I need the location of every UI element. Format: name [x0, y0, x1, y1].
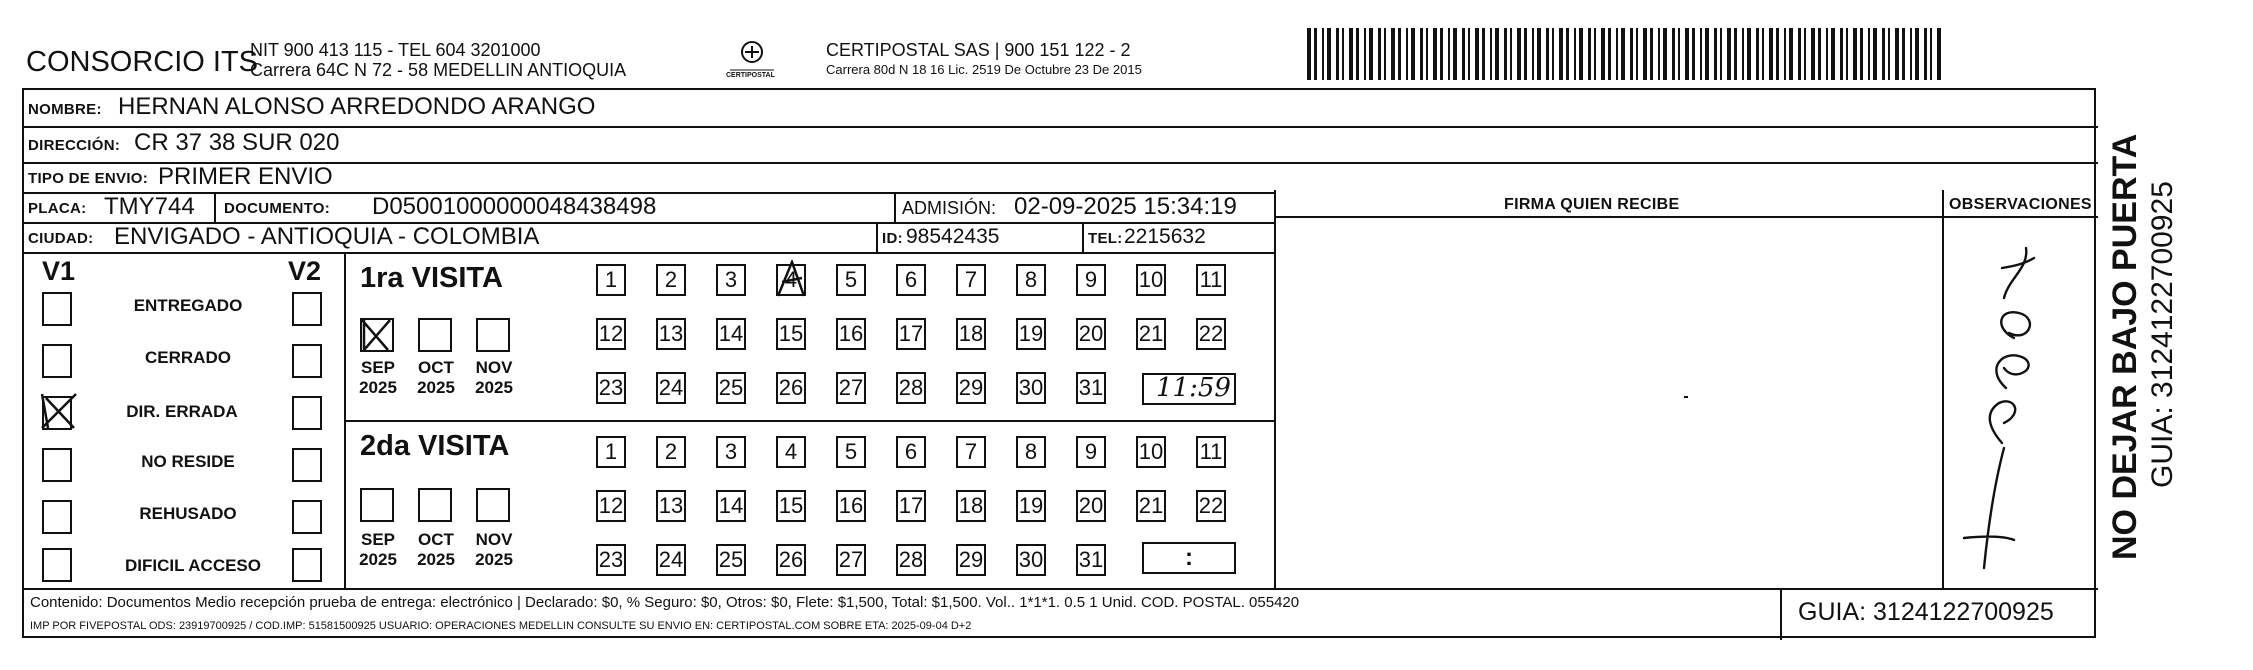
barcode-bar — [1453, 28, 1457, 80]
visit2-day-11[interactable]: 11 — [1196, 436, 1226, 468]
company-nit: NIT 900 413 115 - TEL 604 3201000 — [250, 40, 541, 60]
visit2-day-2[interactable]: 2 — [656, 436, 686, 468]
month-name: OCT — [418, 358, 454, 377]
id-label: ID: — [882, 230, 903, 247]
visit2-day-6[interactable]: 6 — [896, 436, 926, 468]
tel-value: 2215632 — [1124, 225, 1206, 248]
barcode-bar — [1559, 28, 1563, 80]
barcode-bar — [1672, 28, 1675, 80]
barcode-bar — [1762, 28, 1764, 80]
barcode-bar — [1727, 28, 1731, 80]
visit1-title: 1ra VISITA — [360, 262, 503, 294]
barcode-bar — [1650, 28, 1653, 80]
barcode-bar — [1574, 28, 1576, 80]
barcode-bar — [1924, 28, 1927, 80]
visit2-day-20[interactable]: 20 — [1076, 490, 1106, 522]
v2-checkbox-cerrado[interactable] — [292, 344, 322, 378]
footer-contents: Contenido: Documentos Medio recepción prueba de entrega: electrónico | Declarado: $0, % Seguro: $0, Otros: $0, Flete: $1,500, Total: $1,500. Vol.. 1*1*1. 0.5 1 Unid. COD. POSTAL. 055420 — [30, 594, 1300, 611]
barcode-bar — [1552, 28, 1554, 80]
barcode-bar — [1868, 28, 1870, 80]
handwritten-check-mark-icon — [774, 260, 810, 298]
visit2-title: 2da VISITA — [360, 430, 510, 462]
barcode-bar — [1915, 28, 1919, 80]
barcode-bar — [1937, 28, 1941, 80]
barcode-bar — [1798, 28, 1801, 80]
barcode-bar — [1391, 28, 1395, 80]
barcode-bar — [1873, 28, 1877, 80]
v1-checkbox-rehusado[interactable] — [42, 500, 72, 534]
barcode-bar — [1546, 28, 1549, 80]
shipment-type: PRIMER ENVIO — [158, 163, 333, 190]
barcode-bar — [1734, 28, 1737, 80]
visit2-day-15[interactable]: 15 — [776, 490, 806, 522]
barcode-bar — [1804, 28, 1806, 80]
document-label: DOCUMENTO: — [224, 200, 331, 217]
visit2-day-24[interactable]: 24 — [656, 544, 686, 576]
month-name: NOV — [475, 530, 513, 549]
visit2-month-nov-checkbox[interactable] — [476, 488, 510, 522]
visit1-day-15[interactable]: 15 — [776, 318, 806, 350]
visit1-day-9[interactable]: 9 — [1076, 264, 1106, 296]
barcode-bar — [1846, 28, 1848, 80]
status-option-rehusado: REHUSADO — [139, 504, 237, 523]
barcode-bar — [1756, 28, 1759, 80]
visit1-day-8[interactable]: 8 — [1016, 264, 1046, 296]
visit2-day-7[interactable]: 7 — [956, 436, 986, 468]
city-value: ENVIGADO - ANTIOQUIA - COLOMBIA — [114, 223, 540, 250]
barcode-bar — [1636, 28, 1638, 80]
barcode-bar — [1769, 28, 1773, 80]
v2-checkbox-rehusado[interactable] — [292, 500, 322, 534]
barcode-bar — [1826, 28, 1828, 80]
visit1-month-sep-checkbox[interactable] — [360, 318, 394, 352]
visit1-day-6[interactable]: 6 — [896, 264, 926, 296]
visit2-day-16[interactable]: 16 — [836, 490, 866, 522]
signature-speck — [1684, 396, 1688, 398]
recipient-name: HERNAN ALONSO ARREDONDO ARANGO — [118, 93, 596, 120]
barcode-bar — [1776, 28, 1779, 80]
visit1-day-31[interactable]: 31 — [1076, 372, 1106, 404]
status-option-cerrado: CERRADO — [145, 348, 231, 367]
barcode-bar — [1902, 28, 1905, 80]
visit1-day-30[interactable]: 30 — [1016, 372, 1046, 404]
visit2-month-oct-checkbox[interactable] — [418, 488, 452, 522]
visit1-day-29[interactable]: 29 — [956, 372, 986, 404]
visit2-day-3[interactable]: 3 — [716, 436, 746, 468]
visit1-day-24[interactable]: 24 — [656, 372, 686, 404]
status-option-no-reside: NO RESIDE — [141, 452, 235, 471]
barcode-bar — [1411, 28, 1415, 80]
barcode-bar — [1930, 28, 1932, 80]
v1-checkbox-dir-errada[interactable] — [42, 396, 72, 430]
recipient-address: CR 37 38 SUR 020 — [134, 129, 340, 156]
barcode-bar — [1840, 28, 1843, 80]
company-address: Carrera 64C N 72 - 58 MEDELLIN ANTIOQUIA — [250, 60, 627, 80]
visit1-day-19[interactable]: 19 — [1016, 318, 1046, 350]
admission-label: ADMISIÓN: — [902, 198, 997, 218]
visit2-month-oct — [408, 530, 464, 570]
barcode-bar — [1537, 28, 1541, 80]
barcode-bar — [1700, 28, 1702, 80]
barcode-bar — [1349, 28, 1353, 80]
barcode-bar — [1495, 28, 1499, 80]
visit2-day-29[interactable]: 29 — [956, 544, 986, 576]
v2-label: V2 — [288, 256, 322, 286]
month-year: 2025 — [417, 378, 455, 397]
visit2-day-28[interactable]: 28 — [896, 544, 926, 576]
barcode-bar — [1811, 28, 1815, 80]
barcode-bar — [1714, 28, 1717, 80]
barcode-bar — [1784, 28, 1786, 80]
visit1-month-sep — [350, 358, 406, 398]
visit2-day-26[interactable]: 26 — [776, 544, 806, 576]
barcode-bar — [1888, 28, 1890, 80]
id-value: 98542435 — [906, 225, 1000, 248]
admission-value: 02-09-2025 15:34:19 — [1014, 193, 1237, 220]
visit1-day-10[interactable]: 10 — [1136, 264, 1166, 296]
visit2-day-9[interactable]: 9 — [1076, 436, 1106, 468]
handwritten-x-mark-icon — [40, 392, 80, 430]
status-option-dificil-acceso: DIFICIL ACCESO — [124, 556, 261, 575]
visit1-day-7[interactable]: 7 — [956, 264, 986, 296]
barcode-bar — [1853, 28, 1857, 80]
footer-print-info: IMP POR FIVEPOSTAL ODS: 23919700925 / COD.IMP: 51581500925 USUARIO: OPERACIONES MEDELLIN CONSULTE SU ENVIO EN: CERTIPOSTAL.COM SOBRE ETA: 2025-09-04 D+2 — [30, 620, 972, 632]
tel-label: TEL: — [1088, 230, 1123, 247]
barcode-bar — [1398, 28, 1401, 80]
barcode-bar — [1630, 28, 1633, 80]
visit1-day-2[interactable]: 2 — [656, 264, 686, 296]
visit1-day-14[interactable]: 14 — [716, 318, 746, 350]
v2-checkbox-dir-errada[interactable] — [292, 396, 322, 430]
barcode-bar — [1789, 28, 1793, 80]
barcode-bar — [1440, 28, 1443, 80]
handwritten-x-mark-icon — [358, 316, 396, 354]
barcode-bar — [1658, 28, 1660, 80]
visit2-day-30[interactable]: 30 — [1016, 544, 1046, 576]
barcode-bar — [1510, 28, 1512, 80]
visit1-day-3[interactable]: 3 — [716, 264, 746, 296]
barcode-bar — [1504, 28, 1507, 80]
barcode-bar — [1831, 28, 1835, 80]
courier-line-1: CERTIPOSTAL SAS | 900 151 122 - 2 — [826, 40, 1131, 60]
v1-label: V1 — [42, 256, 76, 286]
visit2-day-5[interactable]: 5 — [836, 436, 866, 468]
barcode-bar — [1705, 28, 1709, 80]
visit1-day-27[interactable]: 27 — [836, 372, 866, 404]
visit2-time-box[interactable] — [1142, 542, 1236, 574]
visit1-day-12[interactable]: 12 — [596, 318, 626, 350]
visit1-day-11[interactable]: 11 — [1196, 264, 1226, 296]
visit1-day-25[interactable]: 25 — [716, 372, 746, 404]
barcode-bar — [1307, 28, 1311, 80]
barcode-bar — [1742, 28, 1744, 80]
document-value: D05001000000048438498 — [372, 193, 657, 220]
barcode-bar — [1910, 28, 1912, 80]
barcode-bar — [1448, 28, 1450, 80]
visit2-day-10[interactable]: 10 — [1136, 436, 1166, 468]
visit1-month-oct — [408, 358, 464, 398]
signature-header: FIRMA QUIEN RECIBE — [1504, 196, 1680, 213]
visit2-day-4[interactable]: 4 — [776, 436, 806, 468]
shipping-form — [22, 88, 2096, 638]
visit1-day-20[interactable]: 20 — [1076, 318, 1106, 350]
v2-checkbox-entregado[interactable] — [292, 292, 322, 326]
v1-checkbox-entregado[interactable] — [42, 292, 72, 326]
courier-line-2: Carrera 80d N 18 16 Lic. 2519 De Octubre 23 De 2015 — [826, 62, 1142, 77]
barcode-bar — [1468, 28, 1470, 80]
barcode-bar — [1524, 28, 1527, 80]
visit2-day-13[interactable]: 13 — [656, 490, 686, 522]
v1-checkbox-cerrado[interactable] — [42, 344, 72, 378]
barcode-bar — [1532, 28, 1534, 80]
side-warning: NO DEJAR BAJO PUERTA — [2106, 133, 2144, 560]
visit1-day-5[interactable]: 5 — [836, 264, 866, 296]
barcode-bar — [1588, 28, 1591, 80]
visit1-month-nov — [466, 358, 522, 398]
status-option-entregado: ENTREGADO — [133, 296, 243, 315]
visit2-day-25[interactable]: 25 — [716, 544, 746, 576]
barcode-bar — [1342, 28, 1344, 80]
observations-area[interactable] — [1944, 218, 2096, 586]
visit2-day-23[interactable]: 23 — [596, 544, 626, 576]
month-year: 2025 — [359, 378, 397, 397]
visit2-day-8[interactable]: 8 — [1016, 436, 1046, 468]
month-name: SEP — [360, 358, 396, 377]
barcode-bar — [1426, 28, 1428, 80]
barcode-bar — [1747, 28, 1751, 80]
visit1-time-box[interactable] — [1142, 373, 1236, 405]
visit2-day-12[interactable]: 12 — [596, 490, 626, 522]
visit2-month-nov — [466, 530, 522, 570]
barcode-bar — [1601, 28, 1605, 80]
certipostal-logo-icon — [722, 36, 782, 86]
visit1-day-4[interactable]: 4 — [776, 264, 806, 296]
barcode-bar — [1433, 28, 1437, 80]
barcode-bar — [1685, 28, 1689, 80]
name-label: NOMBRE: — [28, 101, 102, 118]
visit2-day-31[interactable]: 31 — [1076, 544, 1106, 576]
month-name: SEP — [360, 530, 396, 549]
handwritten-signature-icon — [1944, 218, 2094, 586]
visit1-month-oct-checkbox[interactable] — [418, 318, 452, 352]
visit1-day-21[interactable]: 21 — [1136, 318, 1166, 350]
barcode-bar — [1818, 28, 1821, 80]
visit1-day-28[interactable]: 28 — [896, 372, 926, 404]
type-label: TIPO DE ENVIO: — [28, 170, 149, 187]
barcode-bar — [1369, 28, 1373, 80]
visit2-day-14[interactable]: 14 — [716, 490, 746, 522]
status-option-dir-errada: DIR. ERRADA — [126, 402, 238, 421]
barcode-bar — [1566, 28, 1569, 80]
visit2-day-27[interactable]: 27 — [836, 544, 866, 576]
barcode — [1307, 28, 1947, 80]
v2-checkbox-dificil-acceso[interactable] — [292, 548, 322, 582]
barcode-bar — [1720, 28, 1722, 80]
visit1-day-13[interactable]: 13 — [656, 318, 686, 350]
barcode-bar — [1475, 28, 1479, 80]
side-guia: GUIA: 3124122700925 — [2146, 181, 2179, 488]
visit2-month-sep-checkbox[interactable] — [360, 488, 394, 522]
barcode-bar — [1327, 28, 1331, 80]
barcode-bar — [1608, 28, 1611, 80]
barcode-bar — [1616, 28, 1618, 80]
barcode-bar — [1378, 28, 1381, 80]
barcode-bar — [1420, 28, 1423, 80]
visit1-month-nov-checkbox[interactable] — [476, 318, 510, 352]
visit1-time-handwritten: 11:59 — [1156, 373, 1231, 403]
barcode-bar — [1314, 28, 1317, 80]
city-label: CIUDAD: — [28, 230, 94, 247]
v2-checkbox-no-reside[interactable] — [292, 448, 322, 482]
barcode-bar — [1621, 28, 1625, 80]
month-year: 2025 — [475, 550, 513, 569]
visit1-day-23[interactable]: 23 — [596, 372, 626, 404]
visit1-day-16[interactable]: 16 — [836, 318, 866, 350]
visit2-day-22[interactable]: 22 — [1196, 490, 1226, 522]
month-year: 2025 — [359, 550, 397, 569]
visit2-day-21[interactable]: 21 — [1136, 490, 1166, 522]
barcode-bar — [1678, 28, 1680, 80]
month-name: OCT — [418, 530, 454, 549]
company-name: CONSORCIO ITS — [26, 46, 259, 78]
barcode-bar — [1643, 28, 1647, 80]
barcode-bar — [1356, 28, 1359, 80]
visit1-day-22[interactable]: 22 — [1196, 318, 1226, 350]
footer-guia: GUIA: 3124122700925 — [1798, 598, 2054, 626]
month-year: 2025 — [475, 378, 513, 397]
visit2-day-17[interactable]: 17 — [896, 490, 926, 522]
visit2-day-19[interactable]: 19 — [1016, 490, 1046, 522]
month-year: 2025 — [417, 550, 455, 569]
plate-label: PLACA: — [28, 200, 87, 217]
barcode-bar — [1579, 28, 1583, 80]
visit2-time-placeholder: : — [1185, 544, 1193, 571]
logo-text: CERTIPOSTAL — [726, 72, 775, 79]
plate-value: TMY744 — [104, 193, 195, 220]
signature-area[interactable] — [1276, 218, 1940, 586]
visit2-month-sep — [350, 530, 406, 570]
barcode-bar — [1663, 28, 1667, 80]
barcode-bar — [1322, 28, 1324, 80]
observations-header: OBSERVACIONES — [1949, 196, 2092, 213]
barcode-bar — [1364, 28, 1366, 80]
visit1-day-26[interactable]: 26 — [776, 372, 806, 404]
address-label: DIRECCIÓN: — [28, 137, 121, 154]
barcode-bar — [1517, 28, 1521, 80]
visit1-day-18[interactable]: 18 — [956, 318, 986, 350]
visit2-day-1[interactable]: 1 — [596, 436, 626, 468]
month-name: NOV — [475, 358, 513, 377]
visit1-day-17[interactable]: 17 — [896, 318, 926, 350]
barcode-bar — [1384, 28, 1386, 80]
barcode-bar — [1895, 28, 1899, 80]
v1-checkbox-dificil-acceso[interactable] — [42, 548, 72, 582]
barcode-bar — [1462, 28, 1465, 80]
barcode-bar — [1406, 28, 1408, 80]
barcode-bar — [1482, 28, 1485, 80]
barcode-bar — [1490, 28, 1492, 80]
barcode-bar — [1692, 28, 1695, 80]
v1-checkbox-no-reside[interactable] — [42, 448, 72, 482]
barcode-bar — [1882, 28, 1885, 80]
visit1-day-1[interactable]: 1 — [596, 264, 626, 296]
barcode-bar — [1860, 28, 1863, 80]
barcode-bar — [1336, 28, 1339, 80]
visit2-day-18[interactable]: 18 — [956, 490, 986, 522]
barcode-bar — [1594, 28, 1596, 80]
